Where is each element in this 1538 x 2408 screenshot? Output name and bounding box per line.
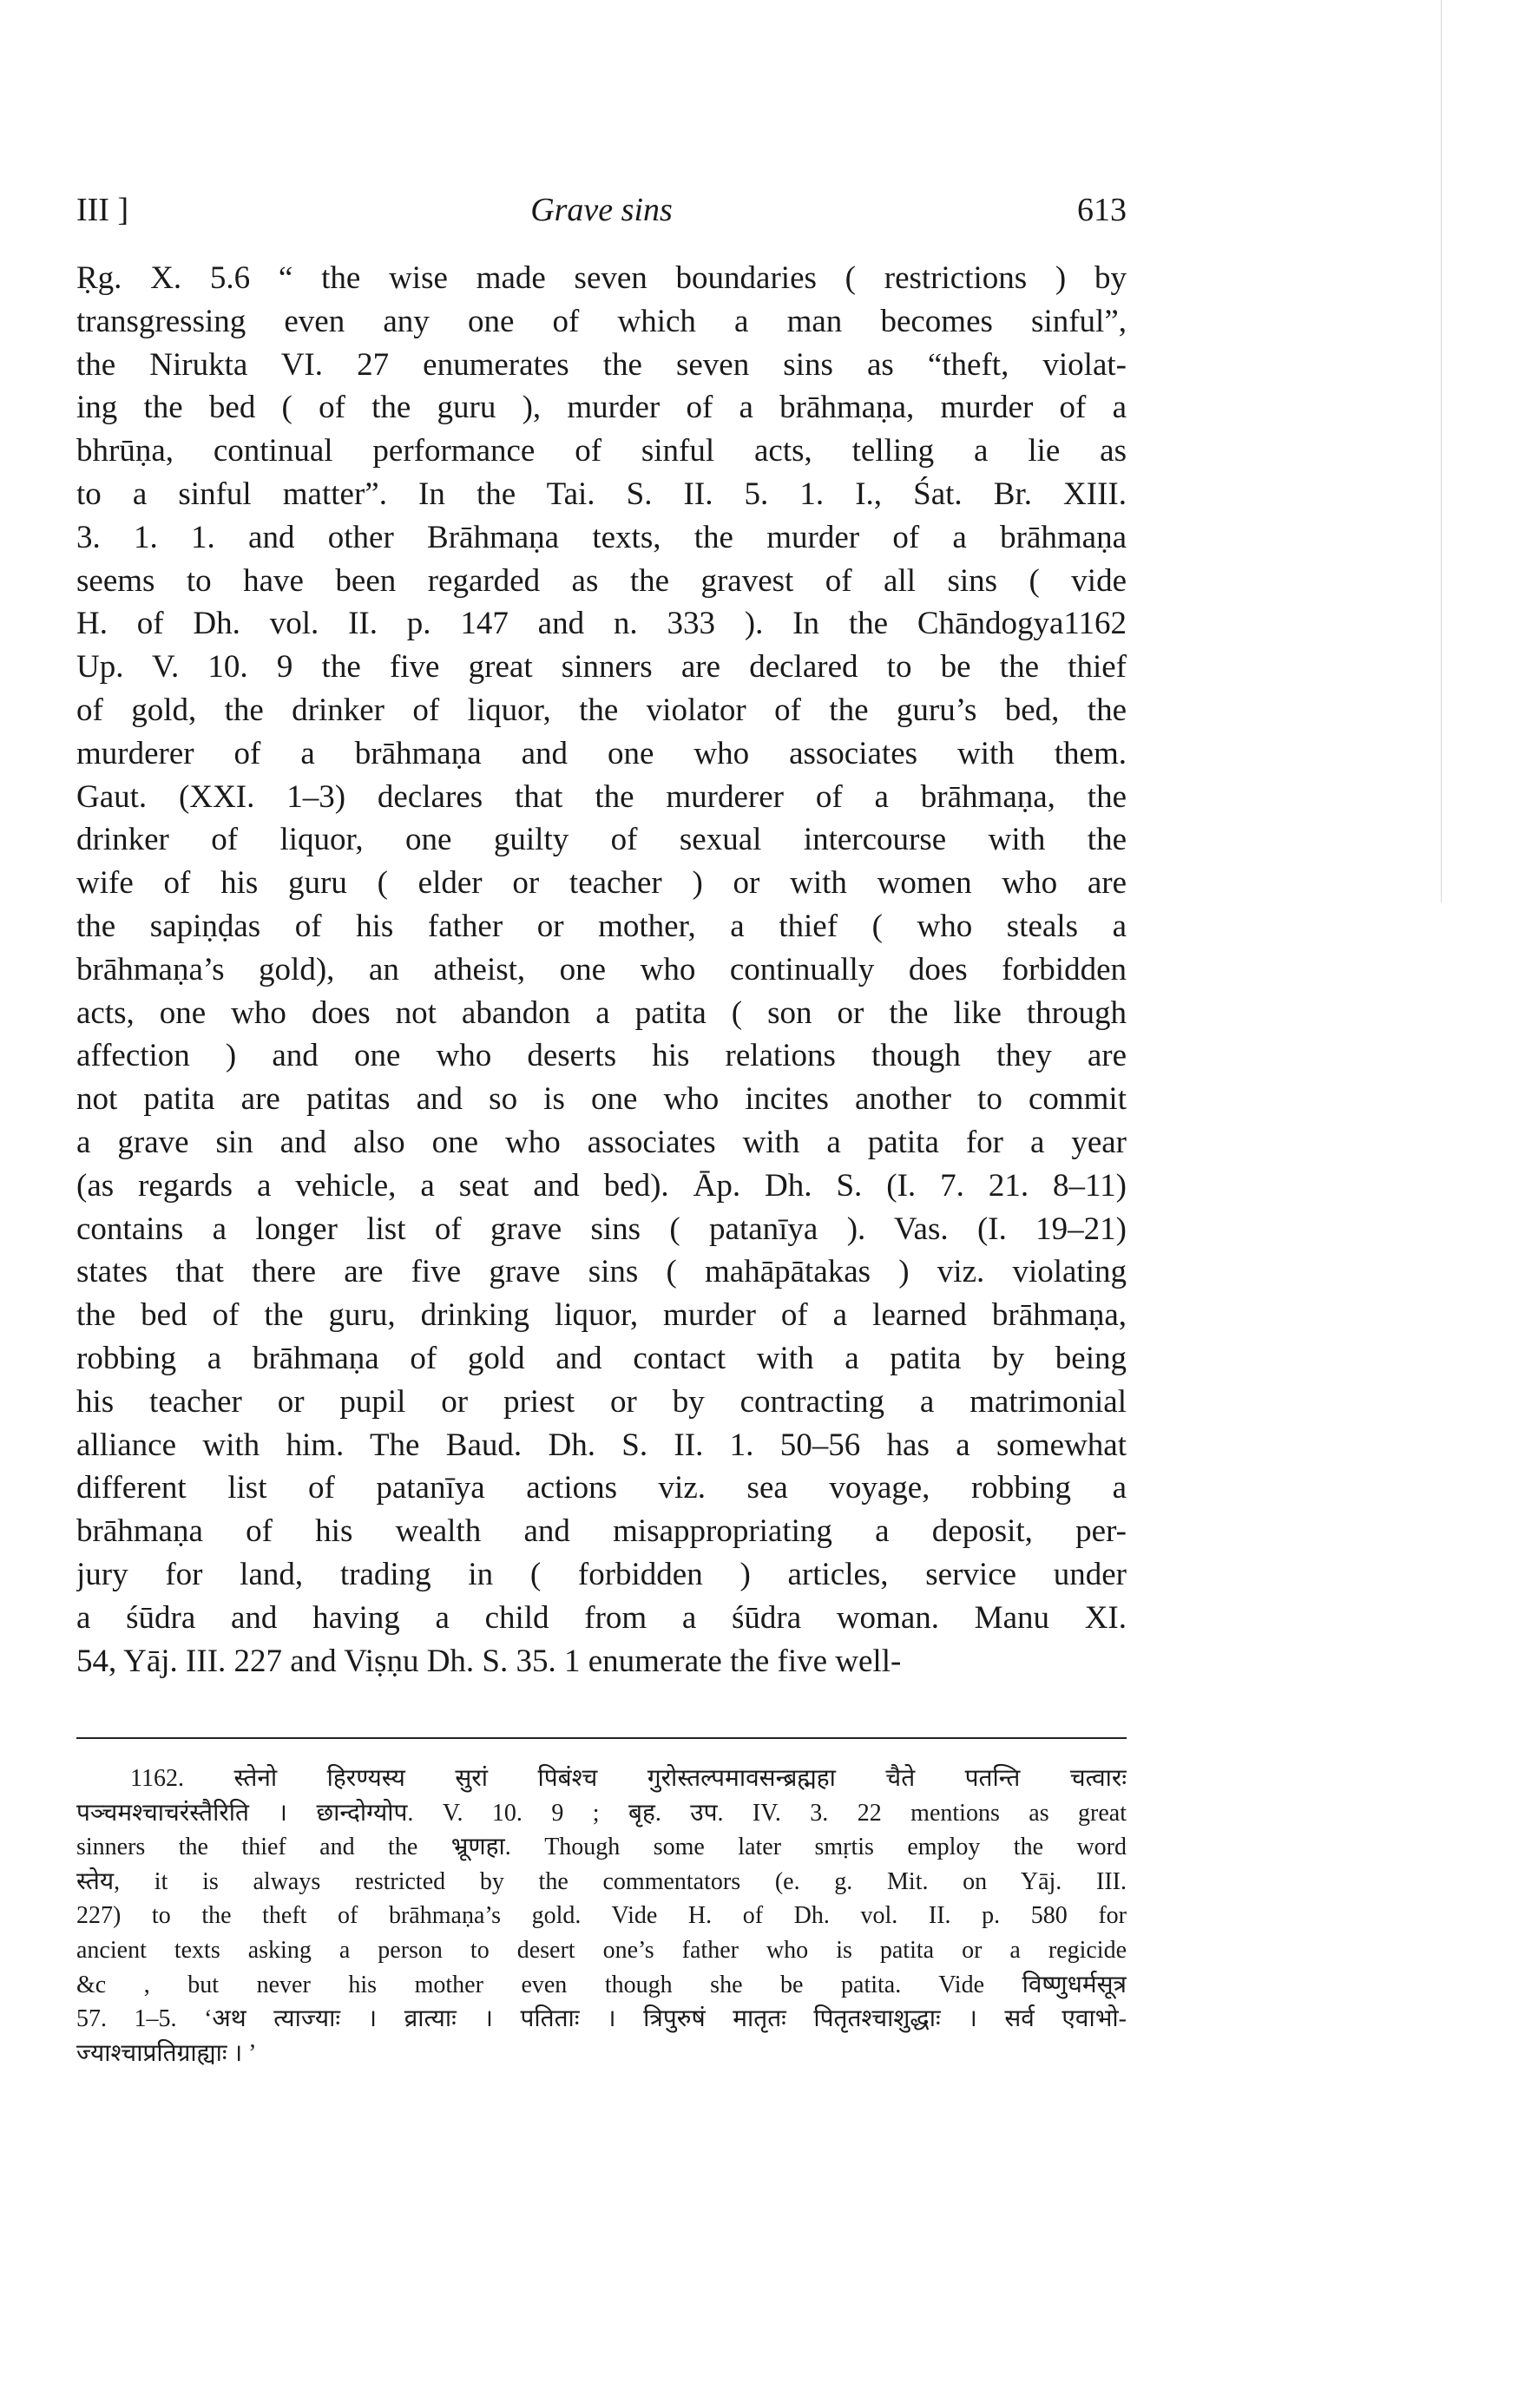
text-line: transgressing even any one of which a man becomes sinful”, [76, 303, 1127, 339]
text-line: 3. 1. 1. and other Brāhmaṇa texts, the murder of a brāhmaṇa [76, 519, 1127, 555]
text-line: ing the bed ( of the guru ), murder of a brāhmaṇa, murder of a [76, 390, 1127, 426]
main-text [76, 257, 1127, 1683]
text-line: alliance with him. The Baud. Dh. S. II. 1. 50–56 has a somewhat [76, 1427, 1127, 1463]
text-line: drinker of liquor, one guilty of sexual intercourse with the [76, 822, 1127, 858]
text-line: (as regards a vehicle, a seat and bed). Āp. Dh. S. (I. 7. 21. 8–11) [76, 1167, 1127, 1204]
text-line: acts, one who does not abandon a patita ( son or the like through [76, 994, 1127, 1031]
footnote-line: &c , but never his mother even though she be patita. Vide विष्णुधर्मसूत्र [76, 1971, 1127, 1998]
footnote-line: sinners the thief and the भ्रूणहा. Though some later smṛtis employ the word [76, 1834, 1127, 1861]
running-title: Grave sins [530, 192, 673, 228]
text-line: contains a longer list of grave sins ( patanīya ). Vas. (I. 19–21) [76, 1211, 1127, 1247]
text-line: the bed of the guru, drinking liquor, murder of a learned brāhmaṇa, [76, 1297, 1127, 1334]
text-line: not patita are patitas and so is one who incites another to commit [76, 1081, 1127, 1118]
text-line: Gaut. (XXI. 1–3) declares that the murderer of a brāhmaṇa, the [76, 778, 1127, 815]
text-line: Up. V. 10. 9 the five great sinners are declared to be the thief [76, 649, 1127, 686]
text-line: brāhmaṇa’s gold), an atheist, one who continually does forbidden [76, 951, 1127, 987]
text-line: jury for land, trading in ( forbidden ) articles, service under [76, 1556, 1127, 1592]
text-line: brāhmaṇa of his wealth and misappropriating a deposit, per- [76, 1513, 1127, 1550]
footnote-divider [76, 1737, 1127, 1739]
text-line: murderer of a brāhmaṇa and one who associates with them. [76, 735, 1127, 771]
footnote-line: 227) to the theft of brāhmaṇa’s gold. Vide H. of Dh. vol. II. p. 580 for [76, 1902, 1127, 1930]
text-line: 54, Yāj. III. 227 and Viṣṇu Dh. S. 35. 1 enumerate the five well- [76, 1643, 902, 1679]
page-number: 613 [1077, 192, 1127, 228]
text-line: the sapiṇḍas of his father or mother, a thief ( who steals a [76, 908, 1127, 944]
text-line: seems to have been regarded as the gravest of all sins ( vide [76, 562, 1127, 599]
text-line: Ṛg. X. 5.6 “ the wise made seven boundaries ( restrictions ) by [76, 260, 1127, 296]
footnote-line: ज्याश्चाप्रतिग्राह्याः । ’ [76, 2039, 257, 2067]
text-line: different list of patanīya actions viz. sea voyage, robbing a [76, 1470, 1127, 1506]
text-line: a grave sin and also one who associates with a patita for a year [76, 1124, 1127, 1160]
text-line: bhrūṇa, continual performance of sinful acts, telling a lie as [76, 433, 1127, 469]
text-line: H. of Dh. vol. II. p. 147 and n. 333 ). In the Chāndogya1162 [76, 606, 1127, 642]
footnote-block [76, 1762, 1127, 2070]
chapter-marker: III ] [76, 192, 129, 228]
text-line: of gold, the drinker of liquor, the violator of the guru’s bed, the [76, 692, 1127, 728]
text-line: wife of his guru ( elder or teacher ) or with women who are [76, 865, 1127, 902]
text-line: robbing a brāhmaṇa of gold and contact with a patita by being [76, 1340, 1127, 1376]
footnote-line: 57. 1–5. ‘अथ त्याज्याः । व्रात्याः । पतिताः । त्रिपुरुषं मातृतः पितृतश्चाशुद्धाः । सर्व एवाभो- [76, 2005, 1127, 2033]
text-line: a śūdra and having a child from a śūdra woman. Manu XI. [76, 1599, 1127, 1636]
running-head [76, 189, 1127, 231]
text-line: his teacher or pupil or priest or by contracting a matrimonial [76, 1383, 1127, 1420]
footnote-line: 1162. स्तेनो हिरण्यस्य सुरां पिबंश्च गुरोस्तल्पमावसन्ब्रह्महा चैते पतन्ति चत्वारः [130, 1765, 1127, 1792]
footnote-line: पञ्चमश्चाचरंस्तैरिति । छान्दोग्योप. V. 10. 9 ; बृह. उप. IV. 3. 22 mentions as great [76, 1799, 1127, 1827]
footnote-line: स्तेय, it is always restricted by the commentators (e. g. Mit. on Yāj. III. [76, 1867, 1127, 1895]
text-line: to a sinful matter”. In the Tai. S. II. 5. 1. I., Śat. Br. XIII. [76, 476, 1127, 512]
text-line: states that there are five grave sins ( mahāpātakas ) viz. violating [76, 1254, 1127, 1290]
scan-margin-line [1441, 0, 1442, 902]
footnote-line: ancient texts asking a person to desert one’s father who is patita or a regicide [76, 1936, 1127, 1964]
text-line: the Nirukta VI. 27 enumerates the seven sins as “theft, violat- [76, 346, 1127, 383]
text-line: affection ) and one who deserts his relations though they are [76, 1038, 1127, 1074]
